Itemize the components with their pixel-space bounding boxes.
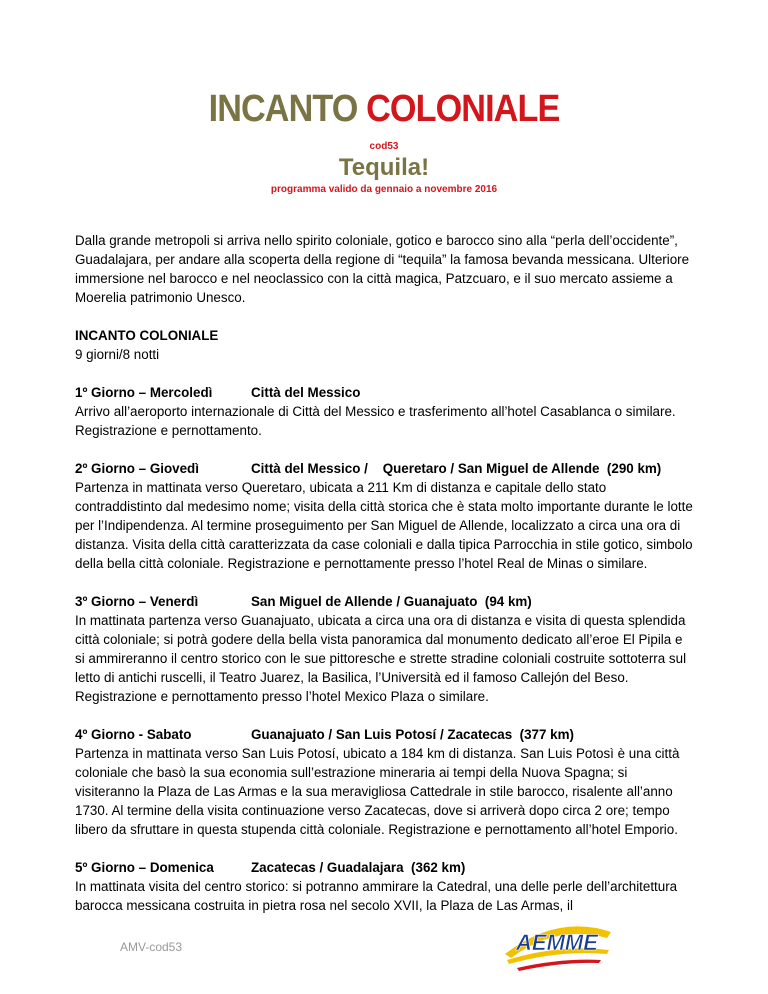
day-description: Arrivo all’aeroporto internazionale di Città del Messico e trasferimento all’hotel Casablanca o similare. Registrazione e pernottamento. — [75, 404, 676, 438]
day-route: San Miguel de Allende / Guanajuato (94 km) — [251, 594, 532, 609]
day-route: Città del Messico / Queretaro / San Miguel de Allende (290 km) — [251, 461, 662, 476]
day-route: Città del Messico — [251, 385, 361, 400]
day-4 — [75, 725, 695, 839]
document-subtitle: Tequila! — [338, 154, 430, 181]
day-heading — [75, 592, 695, 611]
tour-code: cod53 — [369, 141, 399, 152]
day-label: 2º Giorno – Giovedì — [75, 461, 199, 476]
program-summary — [75, 326, 695, 364]
document-body — [75, 231, 695, 934]
day-heading — [75, 858, 695, 877]
day-description: Partenza in mattinata verso Queretaro, ubicata a 211 Km di distanza e capitale dello stato contraddistinto dal medesimo nome; visita della città storica che è stata molto importante durante le lotte per l’Indipendenza. Al termine proseguimento per San Miguel de Allende, localizzato a circa una ora di distanza. Visita della città caratterizzata da case coloniali e dalla tipica Parrocchia in stile gotico, simbolo della bella città coloniale. Registrazione e pernottamente presso l’hotel Real de Minas o similare. — [75, 480, 693, 571]
day-label: 1º Giorno – Mercoledì — [75, 385, 213, 400]
day-5 — [75, 858, 695, 915]
intro-paragraph: Dalla grande metropoli si arriva nello spirito coloniale, gotico e barocco sino alla “perla dell’occidente”, Guadalajara, per andare alla scoperta della regione di “tequila” la famosa bevanda messicana. Ulteriore immersione nel barocco e nel neoclassico con la città magica, Patzcuaro, e il suo mercato assieme a Moerelia patrimonio Unesco. — [75, 233, 690, 305]
day-heading — [75, 383, 695, 402]
day-description: In mattinata partenza verso Guanajuato, ubicata a circa una ora di distanza e visita di questa splendida città coloniale; si potrà godere della bella vista panoramica dal monumento dedicato all’eroe El Pipila e si ammireranno il centro storico con le sue pittoresche e strette stradine coloniali costruite sottoterra sul letto di antichi ruscelli, il Teatro Juarez, la Basilica, l’Università ed il famoso Callejón del Beso. Registrazione e pernottamento presso l’hotel Mexico Plaza o similare. — [75, 613, 687, 704]
day-2 — [75, 459, 695, 573]
program-duration: 9 giorni/8 notti — [75, 347, 160, 362]
day-label: 5º Giorno – Domenica — [75, 860, 214, 875]
day-label: 4º Giorno - Sabato — [75, 727, 192, 742]
title-word-incanto: INCANTO — [208, 88, 358, 130]
day-label: 3º Giorno – Venerdì — [75, 594, 199, 609]
day-heading — [75, 725, 695, 744]
title-word-coloniale: COLONIALE — [366, 88, 560, 130]
day-3 — [75, 592, 695, 706]
logo-text: AEMME — [516, 930, 598, 955]
day-heading — [75, 459, 695, 478]
validity-note: programma valido da gennaio a novembre 2016 — [270, 184, 498, 195]
footer-code: AMV-cod53 — [120, 940, 183, 954]
day-description: In mattinata visita del centro storico: si potranno ammirare la Catedral, una delle perle dell’architettura barocca messicana costruita in pietra rosa nel secolo XVII, la Plaza de Las Armas, il — [75, 879, 678, 913]
day-route: Zacatecas / Guadalajara (362 km) — [251, 860, 466, 875]
program-name: INCANTO COLONIALE — [75, 328, 219, 343]
day-route: Guanajuato / San Luis Potosí / Zacatecas (377 km) — [251, 727, 574, 742]
day-description: Partenza in mattinata verso San Luis Potosí, ubicato a 184 km di distanza. San Luis Potosì è una città coloniale che basò la sua economia sull’estrazione mineraria ai tempi della Nuova Spagna; si visiteranno la Plaza de Las Armas e la sua meravigliosa Cattedrale in stile barocco, risalente all’anno 1730. Al termine della visita continuazione verso Zacatecas, dove si arriverà dopo circa 2 ore; tempo libero da sfruttare in questa stupenda città coloniale. Registrazione e pernottamento all’hotel Emporio. — [75, 746, 680, 837]
aemme-logo — [497, 910, 617, 974]
day-1 — [75, 383, 695, 440]
document-title — [38, 88, 729, 131]
